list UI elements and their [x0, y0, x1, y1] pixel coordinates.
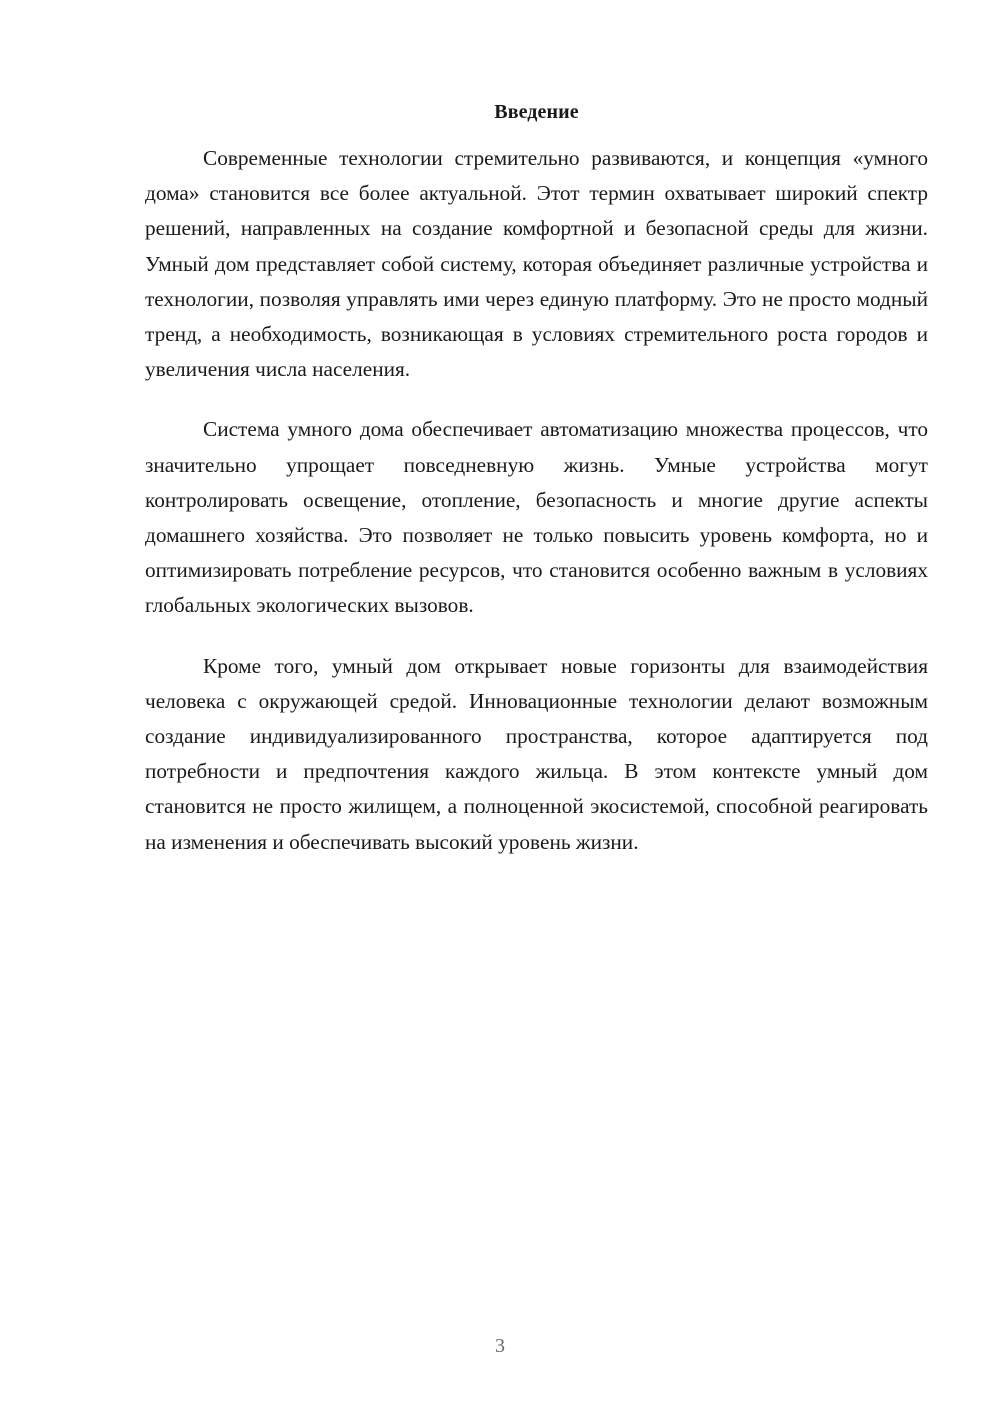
paragraph-2: Система умного дома обеспечивает автоматизацию множества процессов, что значительно упрощает повседневную жизнь. Умные устройства могут контролировать освещение, отопление, безопасность и многие другие аспекты домашнего хозяйства. Это позволяет не только повысить уровень комфорта, но и оптимизировать потребление ресурсов, что становится особенно важным в условиях глобальных экологических вызовов. — [145, 417, 928, 618]
section-title: Введение — [494, 101, 579, 123]
paragraph-1: Современные технологии стремительно развиваются, и концепция «умного дома» становится все более актуальной. Этот термин охватывает широкий спектр решений, направленных на создание комфортной и безопасной среды для жизни. Умный дом представляет собой систему, которая объединяет различные устройства и технологии, позволяя управлять ими через единую платформу. Это не просто модный тренд, а необходимость, возникающая в условиях стремительного роста городов и увеличения числа населения. — [145, 146, 928, 382]
page-number: 3 — [495, 1335, 505, 1357]
paragraph-3: Кроме того, умный дом открывает новые горизонты для взаимодействия человека с окружающей средой. Инновационные технологии делают возможным создание индивидуализированного пространства, которое адаптируется под потребности и предпочтения каждого жильца. В этом контексте умный дом становится не просто жилищем, а полноценной экосистемой, способной реагировать на изменения и обеспечивать высокий уровень жизни. — [145, 653, 928, 854]
page-content — [145, 95, 928, 885]
